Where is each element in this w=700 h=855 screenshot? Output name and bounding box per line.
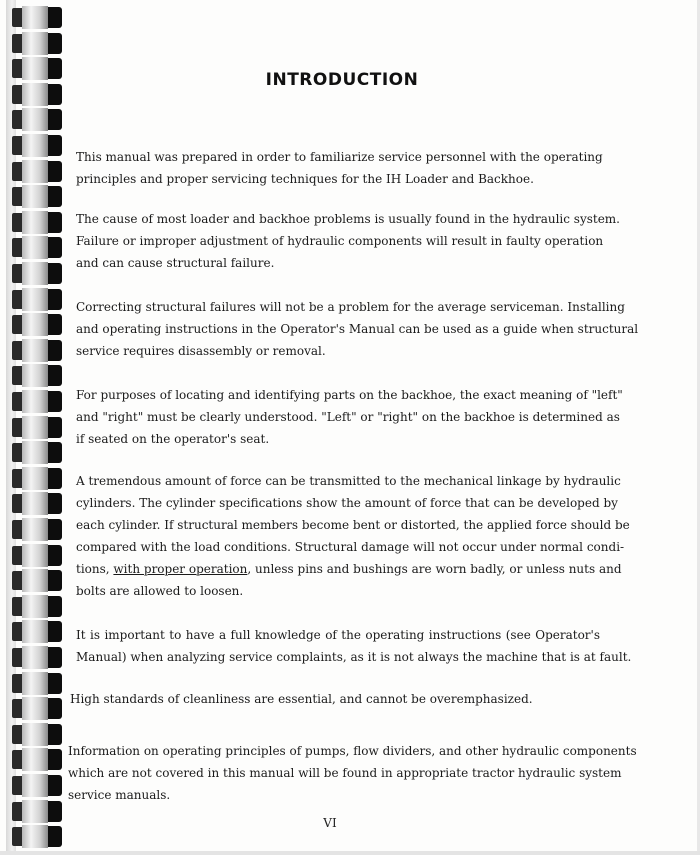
text-line: For purposes of locating and identifying parts on the backhoe, the exact meaning of "left"	[76, 388, 623, 402]
text-line: Correcting structural failures will not be a problem for the average serviceman. Installing	[76, 300, 625, 314]
text-line: service manuals.	[68, 788, 171, 802]
text-line: and "right" must be clearly understood. "Left" or "right" on the backhoe is determined as	[76, 410, 620, 424]
text-line: A tremendous amount of force can be transmitted to the mechanical linkage by hydraulic	[76, 474, 621, 488]
paragraph-4	[76, 384, 623, 450]
text-line: It is important to have a full knowledge of the operating instructions (see Operator's	[76, 628, 600, 642]
text-line: if seated on the operator's seat.	[76, 432, 270, 446]
paragraph-8	[68, 740, 637, 806]
text-line: and can cause structural failure.	[76, 256, 275, 270]
text-line: cylinders. The cylinder specifications show the amount of force that can be developed by	[76, 496, 618, 510]
paragraph-3	[76, 296, 639, 362]
text-line: and operating instructions in the Operator's Manual can be used as a guide when structural	[76, 322, 639, 336]
text-line: High standards of cleanliness are essential, and cannot be overemphasized.	[70, 692, 533, 706]
page-title: INTRODUCTION	[265, 70, 419, 90]
paragraph-1	[76, 146, 603, 190]
text-line: principles and proper servicing techniques for the IH Loader and Backhoe.	[76, 172, 534, 186]
text-line: Failure or improper adjustment of hydraulic components will result in faulty operation	[76, 234, 604, 248]
paragraph-6	[76, 624, 632, 668]
text-line: Manual) when analyzing service complaints, as it is not always the machine that is at fault.	[76, 650, 632, 664]
spiral-binding	[0, 0, 70, 855]
text-line: service requires disassembly or removal.	[76, 344, 326, 358]
text-line: Information on operating principles of pumps, flow dividers, and other hydraulic components	[68, 744, 637, 758]
page-edge	[0, 851, 700, 855]
text-line: which are not covered in this manual will be found in appropriate tractor hydraulic system	[68, 766, 622, 780]
underlined-phrase: with proper operation	[113, 562, 248, 576]
paragraph-7	[70, 688, 594, 710]
text-line: bolts are allowed to loosen.	[76, 584, 244, 598]
text-fragment: tions,	[76, 562, 114, 576]
text-line: compared with the load conditions. Structural damage will not occur under normal condi-	[76, 540, 625, 554]
text-line: each cylinder. If structural members become bent or distorted, the applied force should be	[76, 518, 630, 532]
text-fragment: , unless pins and bushings are worn badly, or unless nuts and	[247, 562, 622, 576]
text-line: This manual was prepared in order to familiarize service personnel with the operating	[76, 150, 603, 164]
page-number: VI	[323, 816, 337, 830]
paragraph-5	[76, 470, 630, 602]
paragraph-2	[76, 208, 620, 274]
text-line: The cause of most loader and backhoe problems is usually found in the hydraulic system.	[76, 212, 620, 226]
text-line	[76, 558, 622, 580]
